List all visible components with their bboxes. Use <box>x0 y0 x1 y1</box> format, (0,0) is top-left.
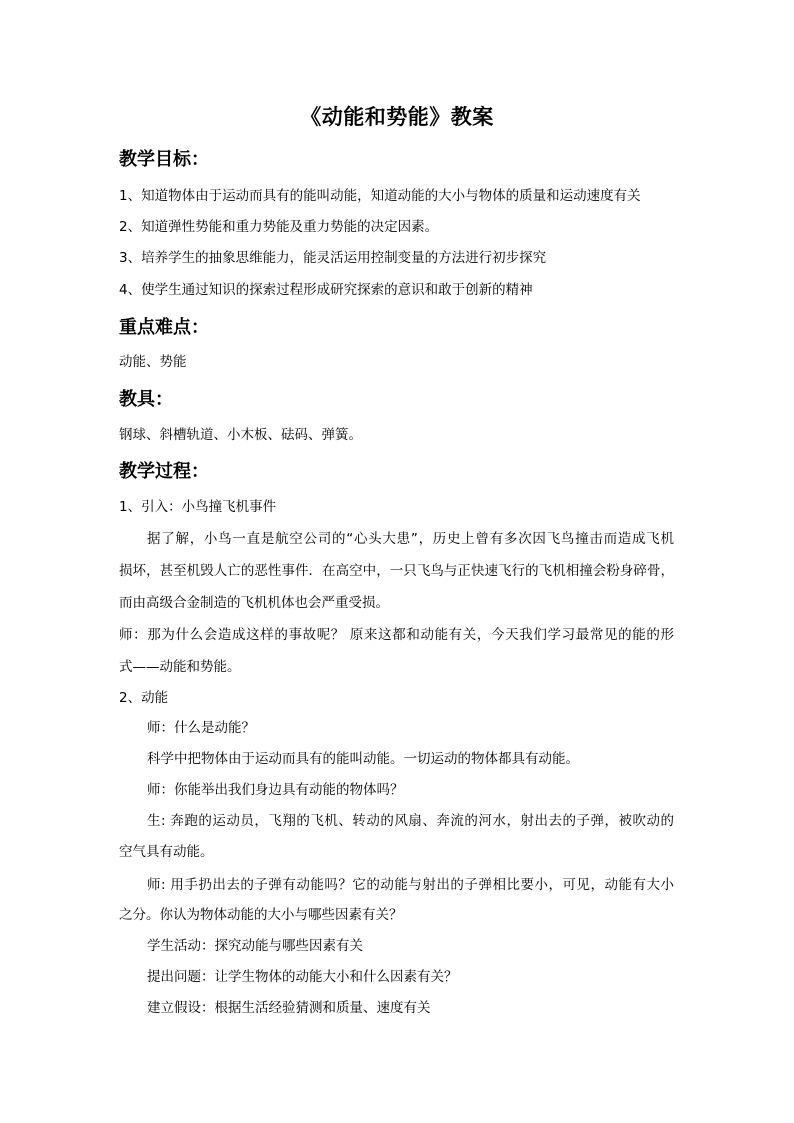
process-line: 科学中把物体由于运动而具有的能叫动能。一切运动的物体都具有动能。 <box>147 751 579 767</box>
process-line: 损坏，甚至机毁人亡的恶性事件．在高空中，一只飞鸟与正快速飞行的飞机相撞会粉身碎骨， <box>119 563 674 579</box>
objective-item: 2、知道弹性势能和重力势能及重力势能的决定因素。 <box>119 219 439 235</box>
document-title: 《动能和势能》教案 <box>300 104 494 129</box>
section-heading-teaching-aids: 教具： <box>119 389 173 410</box>
process-line: 2、动能 <box>119 690 169 706</box>
process-line: 式——动能和势能。 <box>119 659 241 675</box>
process-line: 师: 用手扔出去的子弹有动能吗？它的动能与射出的子弹相比要小，可见，动能有大小 <box>147 877 674 893</box>
objective-item: 1、知道物体由于运动而具有的能叫动能，知道动能的大小与物体的质量和运动速度有关 <box>119 188 641 204</box>
process-line: 之分。你认为物体动能的大小与哪些因素有关？ <box>119 907 403 923</box>
teaching-aids-text: 钢球、斜槽轨道、小木板、砝码、弹簧。 <box>119 427 362 443</box>
process-line: 据了解，小鸟一直是航空公司的“心头大患”，历史上曾有多次因飞鸟撞击而造成飞机 <box>147 531 674 547</box>
process-line: 师：什么是动能？ <box>147 720 255 736</box>
key-points-text: 动能、势能 <box>119 354 187 370</box>
section-heading-process: 教学过程： <box>119 461 209 482</box>
objective-item: 3、培养学生的抽象思维能力，能灵活运用控制变量的方法进行初步探究 <box>119 250 547 266</box>
process-line: 而由高级合金制造的飞机机体也会严重受损。 <box>119 595 389 611</box>
process-line: 提出问题：让学生物体的动能大小和什么因素有关？ <box>147 969 458 985</box>
process-line: 1、引入：小鸟撞飞机事件 <box>119 499 277 515</box>
objective-item: 4、使学生通过知识的探索过程形成研究探索的意识和敢于创新的精神 <box>119 282 533 298</box>
process-line: 空气具有动能。 <box>119 844 214 860</box>
section-heading-objectives: 教学目标： <box>119 149 209 170</box>
process-line: 师：那为什么会造成这样的事故呢？ 原来这都和动能有关，今天我们学习最常见的能的形 <box>119 627 674 643</box>
process-line: 学生活动：探究动能与哪些因素有关 <box>147 938 363 954</box>
process-line: 建立假设：根据生活经验猜测和质量、速度有关 <box>147 1000 431 1016</box>
process-line: 师：你能举出我们身边具有动能的物体吗？ <box>147 782 404 798</box>
process-line: 生: 奔跑的运动员，飞翔的飞机、转动的风扇、奔流的河水，射出去的子弹，被吹动的 <box>147 813 674 829</box>
section-heading-key-points: 重点难点： <box>119 317 209 338</box>
